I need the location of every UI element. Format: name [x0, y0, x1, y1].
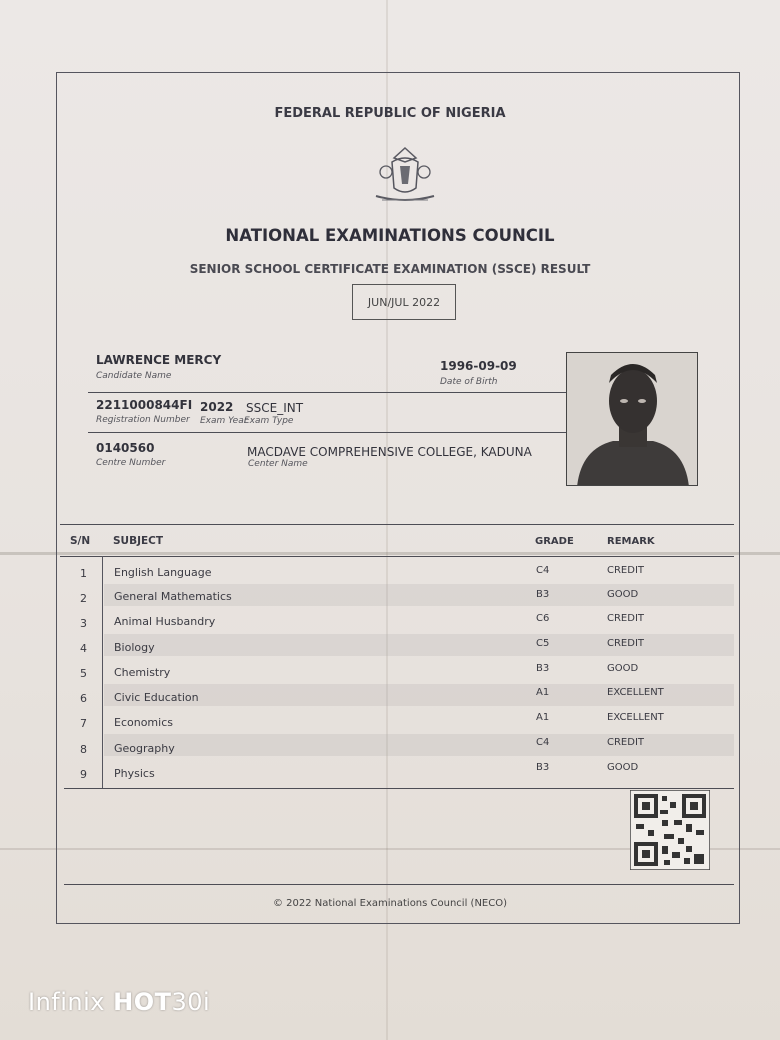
row-sn: 6: [80, 692, 87, 705]
row-grade: C5: [536, 638, 550, 649]
row-remark: EXCELLENT: [607, 687, 664, 698]
exam-year: 2022: [200, 400, 234, 414]
row-remark: GOOD: [607, 663, 639, 674]
row-sn: 9: [80, 768, 87, 781]
row-subject: Civic Education: [114, 691, 199, 704]
row-subject: Animal Husbandry: [114, 615, 216, 628]
row-grade: B3: [536, 762, 550, 773]
centre-number: 0140560: [96, 441, 155, 455]
row-grade: A1: [536, 687, 550, 698]
column-header-remark: REMARK: [607, 536, 655, 547]
row-remark: GOOD: [607, 589, 639, 600]
registration-number: 2211000844FI: [96, 398, 193, 412]
column-header-grade: GRADE: [535, 536, 574, 547]
date-of-birth-label: Date of Birth: [440, 377, 498, 387]
exam-title: SENIOR SCHOOL CERTIFICATE EXAMINATION (SSCE) RESULT: [189, 262, 591, 276]
row-remark: CREDIT: [607, 565, 645, 576]
country-title: FEDERAL REPUBLIC OF NIGERIA: [274, 106, 506, 121]
column-divider: [102, 556, 103, 788]
watermark-model: HOT: [113, 988, 172, 1016]
row-remark: GOOD: [607, 762, 639, 773]
centre-name-label: Center Name: [248, 459, 308, 469]
table-bottom-border: [64, 788, 734, 789]
row-grade: A1: [536, 712, 550, 723]
row-sn: 1: [80, 567, 87, 580]
row-sn: 7: [80, 717, 87, 730]
row-remark: CREDIT: [607, 737, 645, 748]
row-subject: Physics: [114, 767, 155, 780]
date-of-birth: 1996-09-09: [440, 359, 517, 373]
watermark-model-number: 30i: [171, 988, 211, 1016]
row-subject: Biology: [114, 641, 155, 654]
row-subject: Economics: [114, 716, 173, 729]
portrait-icon: [567, 353, 698, 486]
candidate-name-label: Candidate Name: [96, 371, 172, 381]
centre-name: MACDAVE COMPREHENSIVE COLLEGE, KADUNA: [247, 445, 532, 459]
exam-year-label: Exam Year: [200, 416, 248, 426]
row-sn: 8: [80, 743, 87, 756]
row-sn: 5: [80, 667, 87, 680]
row-remark: CREDIT: [607, 638, 645, 649]
candidate-photo: [566, 352, 698, 486]
candidate-name: LAWRENCE MERCY: [96, 353, 222, 367]
row-grade: B3: [536, 589, 550, 600]
row-grade: C6: [536, 613, 550, 624]
divider: [88, 432, 566, 433]
exam-type-label: Exam Type: [244, 416, 294, 426]
row-remark: CREDIT: [607, 613, 645, 624]
council-title: NATIONAL EXAMINATIONS COUNCIL: [225, 226, 555, 245]
row-sn: 4: [80, 642, 87, 655]
watermark-brand: Infinix: [28, 988, 105, 1016]
exam-type: SSCE_INT: [246, 401, 304, 415]
centre-number-label: Centre Number: [96, 458, 166, 468]
row-remark: EXCELLENT: [607, 712, 664, 723]
coat-of-arms-icon: [372, 144, 438, 208]
row-subject: Chemistry: [114, 666, 171, 679]
row-grade: C4: [536, 565, 550, 576]
row-subject: Geography: [114, 742, 175, 755]
camera-watermark: [28, 988, 210, 1016]
copyright-notice: © 2022 National Examinations Council (NECO): [272, 898, 507, 909]
row-sn: 2: [80, 592, 87, 605]
column-header-sn: S/N: [70, 535, 91, 547]
footer-divider: [64, 884, 734, 885]
row-sn: 3: [80, 617, 87, 630]
row-grade: C4: [536, 737, 550, 748]
session-box: JUN/JUL 2022: [352, 284, 456, 320]
column-header-subject: SUBJECT: [113, 535, 164, 547]
registration-number-label: Registration Number: [96, 415, 190, 425]
divider: [88, 392, 566, 393]
row-grade: B3: [536, 663, 550, 674]
table-top-border: [60, 524, 734, 525]
row-subject: English Language: [114, 566, 212, 579]
row-subject: General Mathematics: [114, 590, 232, 603]
qr-code-icon: [630, 790, 710, 870]
table-header-border: [60, 556, 734, 557]
